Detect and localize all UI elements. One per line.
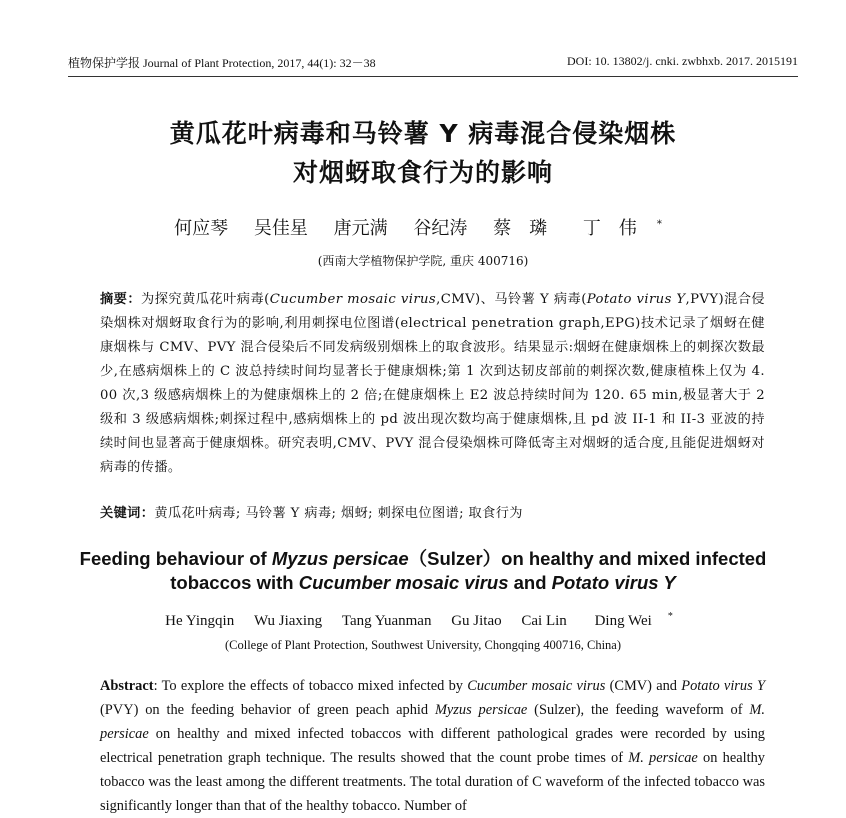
affiliation-en: (College of Plant Protection, Southwest University, Chongqing 400716, China) xyxy=(224,638,622,652)
author-cn: 吴佳星 xyxy=(253,218,308,239)
abstract-en-text: (CMV) and xyxy=(605,678,682,694)
title-en-text: Feeding behaviour of xyxy=(79,548,272,569)
title-en-line2 xyxy=(0,572,846,594)
journal-citation: 植物保护学报 Journal of Plant Protection, 2017, 44(1): 32－38 xyxy=(68,56,376,70)
keywords-cn-text: 黄瓜花叶病毒; 马铃薯 Y 病毒; 烟蚜; 刺探电位图谱; 取食行为 xyxy=(154,506,523,521)
abstract-cn-italic: Cucumber mosaic virus xyxy=(269,292,437,307)
author-cn xyxy=(573,214,672,240)
title-en-line1 xyxy=(0,545,846,571)
abstract-en-text: on healthy and mixed infected tobaccos with different pathological grades were recorded by using electrical penetration graph technique. The results showed that the count probe times of xyxy=(100,726,765,766)
keywords-cn-label: 关键词： xyxy=(100,506,155,521)
title-en-italic: Myzus persicae xyxy=(271,548,409,569)
author-en: He Yingqin xyxy=(165,613,235,629)
abstract-cn-text: 为探究黄瓜花叶病毒( xyxy=(141,292,270,307)
title-cn-line2: 对烟蚜取食行为的影响 xyxy=(292,158,553,187)
corresponding-mark: * xyxy=(656,219,662,230)
title-cn-line1: 黄瓜花叶病毒和马铃薯 Y 病毒混合侵染烟株 xyxy=(169,119,677,148)
abstract-en-text: (PVY) on the feeding behavior of green peach aphid xyxy=(100,702,435,718)
author-cn-name: 丁 伟 xyxy=(582,218,637,239)
abstract-en xyxy=(100,674,765,818)
abstract-cn-text: ,CMV)、马铃薯 Y 病毒( xyxy=(436,292,587,307)
abstract-en-italic: M. persicae xyxy=(100,702,765,742)
abstract-cn xyxy=(100,288,765,480)
abstract-en-colon: : xyxy=(153,678,162,694)
authors-cn xyxy=(0,214,846,240)
abstract-en-italic: Myzus persicae xyxy=(434,702,528,718)
author-en: Tang Yuanman xyxy=(341,613,432,629)
corresponding-mark: * xyxy=(667,611,673,622)
title-en-text: tobaccos with xyxy=(170,572,299,593)
abstract-en-italic: M. persicae xyxy=(628,750,698,766)
author-cn: 唐元满 xyxy=(333,218,388,239)
affiliation-cn: (西南大学植物保护学院, 重庆 400716) xyxy=(317,254,529,268)
abstract-en-italic: Potato virus Y xyxy=(681,678,765,694)
abstract-en-italic: Cucumber mosaic virus xyxy=(467,678,606,694)
abstract-cn-text: ,PVY)混合侵染烟株对烟蚜取食行为的影响,利用刺探电位图谱(electrical penetration graph,EPG)技术记录了烟蚜在健康烟株与 CMV、PVY 混合侵染后不同发病级别烟株上的取食波形。结果显示:烟蚜在健康烟株上的刺探次数最少,在感病烟株上的 C 波总持续时间均显著长于健康烟株;第 1 次到达韧皮部前的刺探次数,健康植株上仅为 4. 00 次,3 级感病烟株上的为健康烟株上的 2 倍;在健康烟株上 E2 波总持续时间为 120. 65 min,极显著大于 2 级和 3 级感病烟株;刺探过程中,感病烟株上的 pd 波出现次数均高于健康烟株,且 pd 波 II-1 和 II-3 亚波的持续时间也显著高于健康烟株。研究表明,CMV、PVY 混合侵染烟株可降低寄主对烟蚜的适合度,且能促进烟蚜对病毒的传播。 xyxy=(100,292,766,475)
author-en xyxy=(587,611,681,630)
author-en: Wu Jiaxing xyxy=(253,613,323,629)
abstract-en-label: Abstract xyxy=(100,678,154,694)
author-cn: 何应琴 xyxy=(174,218,229,239)
authors-en xyxy=(0,611,846,630)
author-cn: 谷纪涛 xyxy=(413,218,468,239)
author-en: Gu Jitao xyxy=(451,613,502,629)
title-en-text: and xyxy=(508,572,552,593)
abstract-en-text: on healthy tobacco was the least among the different treatments. The total duration of C waveform of the infected tobacco was significantly longer than that of the healthy tobacco. Number of xyxy=(100,750,765,814)
keywords-cn xyxy=(100,502,765,526)
doi[interactable]: DOI: 10. 13802/j. cnki. zwbhxb. 2017. 2015191 xyxy=(567,54,798,68)
author-en: Cai Lin xyxy=(521,613,567,629)
author-en-name: Ding Wei xyxy=(594,613,652,629)
title-en-italic: Cucumber mosaic virus xyxy=(298,572,509,593)
title-en-text: （Sulzer）on healthy and mixed infected xyxy=(408,548,767,569)
abstract-en-text: To explore the effects of tobacco mixed infected by xyxy=(161,678,468,694)
author-cn: 蔡 璘 xyxy=(493,218,548,239)
running-header xyxy=(68,54,798,76)
abstract-cn-italic: Potato virus Y xyxy=(586,292,686,307)
title-en-italic: Potato virus Y xyxy=(551,572,676,593)
abstract-cn-label: 摘要： xyxy=(100,292,142,307)
abstract-en-text: (Sulzer), the feeding waveform of xyxy=(527,702,750,718)
header-rule xyxy=(68,76,798,77)
